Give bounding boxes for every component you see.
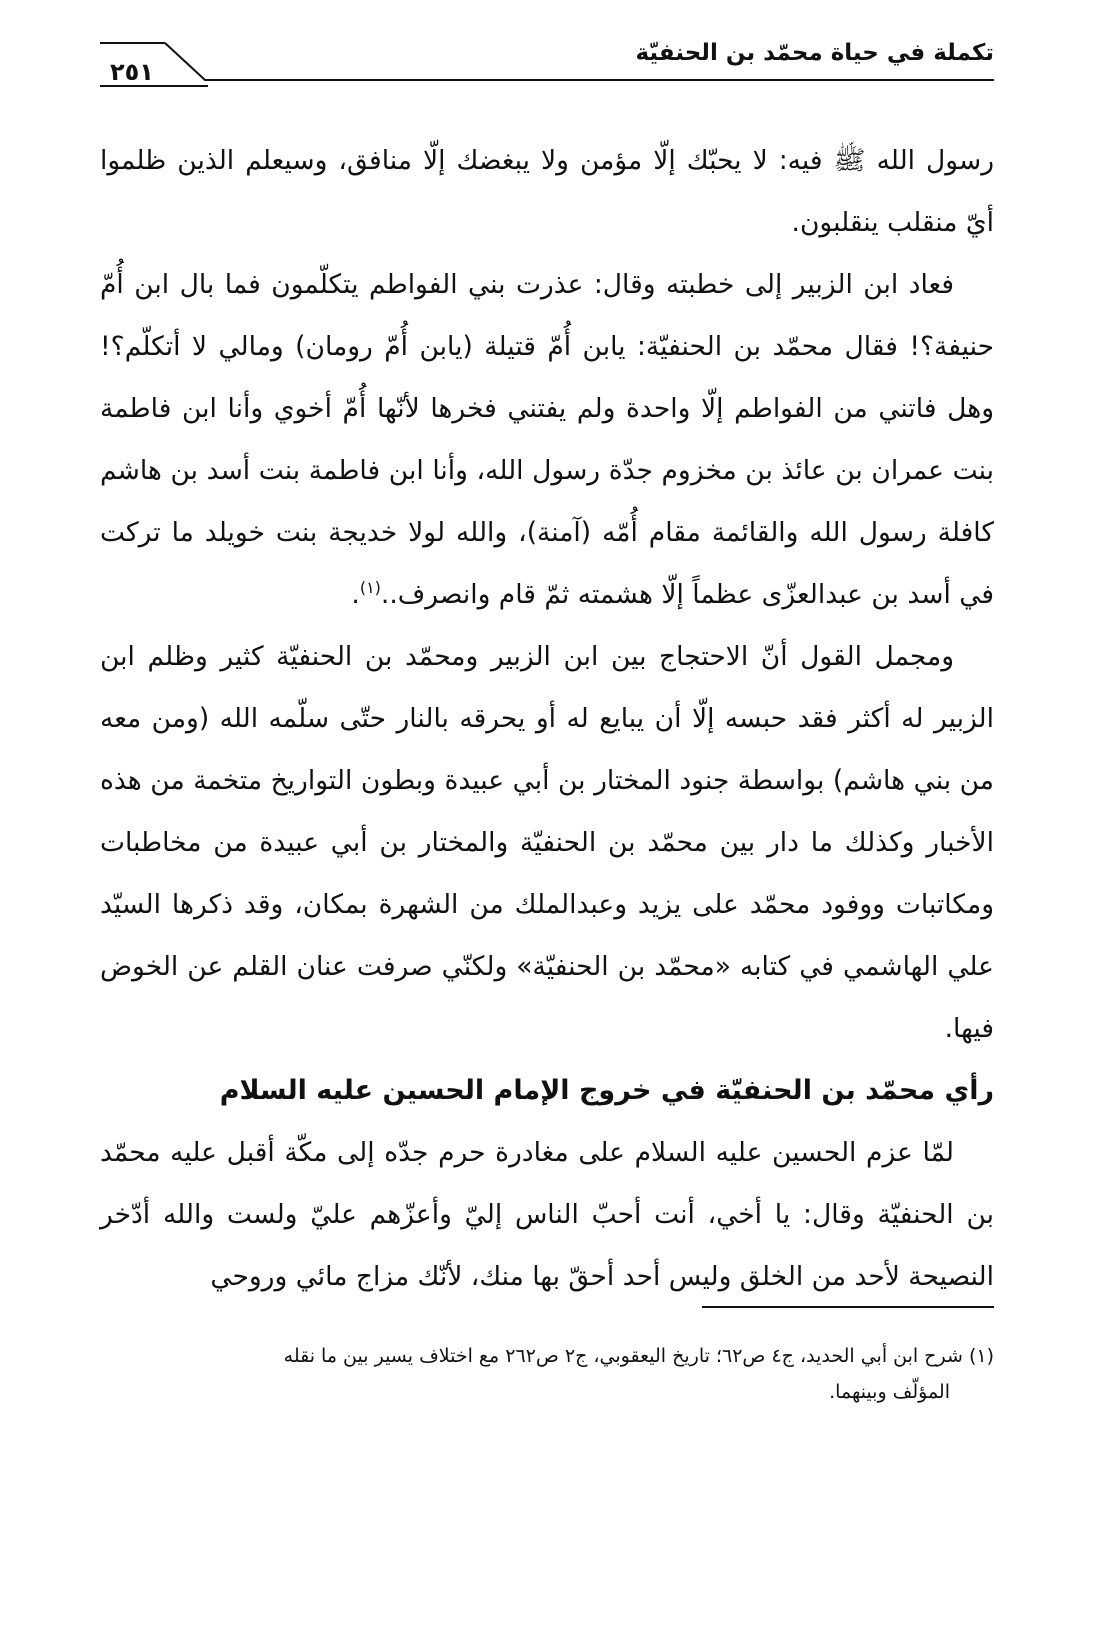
page-number: ٢٥١ [110,58,154,86]
running-header-title: تكملة في حياة محمّد بن الحنفيّة [635,40,994,66]
main-text [100,130,994,1308]
paragraph-2-text: فعاد ابن الزبير إلى خطبته وقال: عذرت بني الفواطم يتكلّمون فما بال ابن أُمّ حنيفة؟! فقال محمّد بن الحنفيّة: يابن أُمّ قتيلة (يابن أُمّ رومان) ومالي لا أتكلّم؟! وهل فاتني من الفواطم إلّا واحدة ولم يفتني فخرها لأنّها أُمّ أخوي وأنا ابن فاطمة بنت عمران بن عائذ بن مخزوم جدّة رسول الله، وأنا ابن فاطمة بنت أسد بن هاشم كافلة رسول الله والقائمة مقام أُمّه (آمنة)، والله لولا خديجة بنت خويلد ما تركت في أسد بن عبدالعزّى عظماً إلّا هشمته ثمّ قام وانصرف.. [100,269,994,610]
footnote-divider [702,1306,994,1308]
footnote-line-2: المؤلّف وبينهما. [829,1381,950,1403]
section-heading: رأي محمّد بن الحنفيّة في خروج الإمام الحسين عليه السلام [219,1075,994,1106]
footnote-reference[interactable]: (١) [359,578,381,598]
paragraph-2: فعاد ابن الزبير إلى خطبته وقال: عذرت بني الفواطم يتكلّمون فما بال ابن أُمّ حنيفة؟! فقال محمّد بن الحنفيّة: يابن أُمّ قتيلة (يابن أُمّ رومان) ومالي لا أتكلّم؟! وهل فاتني من الفواطم إلّا واحدة ولم يفتني فخرها لأنّها أُمّ أخوي وأنا ابن فاطمة بنت عمران بن عائذ بن مخزوم جدّة رسول الله، وأنا ابن فاطمة بنت أسد بن هاشم كافلة رسول الله والقائمة مقام أُمّه (آمنة)، والله لولا خديجة بنت خويلد ما تركت في أسد بن عبدالعزّى عظماً إلّا هشمته ثمّ قام وانصرف..$^{(١)}$. [100,269,994,610]
footnote-line-1 [100,1338,994,1374]
paragraph-1: رسول الله ﷺ فيه: لا يحبّك إلّا مؤمن ولا يبغضك إلّا منافق، وسيعلم الذين ظلموا أيّ منقلب ينقلبون. [100,145,994,238]
footnote-number: (١) [968,1345,994,1367]
paragraph-4: لمّا عزم الحسين عليه السلام على مغادرة حرم جدّه إلى مكّة أقبل عليه محمّد بن الحنفيّة وقال: يا أخي، أنت أحبّ الناس إليّ وأعزّهم عليّ ولست والله أدّخر النصيحة لأحد من الخلق وليس أحد أحقّ بها منك، لأنّك مزاج مائي وروحي [100,1137,994,1292]
footnote [100,1338,994,1410]
paragraph-3: ومجمل القول أنّ الاحتجاج بين ابن الزبير ومحمّد بن الحنفيّة كثير وظلم ابن الزبير له أكثر فقد حبسه إلّا أن يبايع له أو يحرقه بالنار حتّى سلّمه الله (ومن معه من بني هاشم) بواسطة جنود المختار بن أبي عبيدة وبطون التواريخ متخمة من هذه الأخبار وكذلك ما دار بين محمّد بن الحنفيّة والمختار بن أبي عبيدة من مخاطبات ومكاتبات ووفود محمّد على يزيد وعبدالملك من الشهرة بمكان، وقد ذكرها السيّد علي الهاشمي في كتابه «محمّد بن الحنفيّة» ولكنّي صرفت عنان القلم عن الخوض فيها. [100,641,994,1044]
footnote-text-1: شرح ابن أبي الحديد، ج٤ ص٦٢؛ تاريخ اليعقوبي، ج٢ ص٢٦٢ مع اختلاف يسير بين ما نقله [283,1345,963,1367]
